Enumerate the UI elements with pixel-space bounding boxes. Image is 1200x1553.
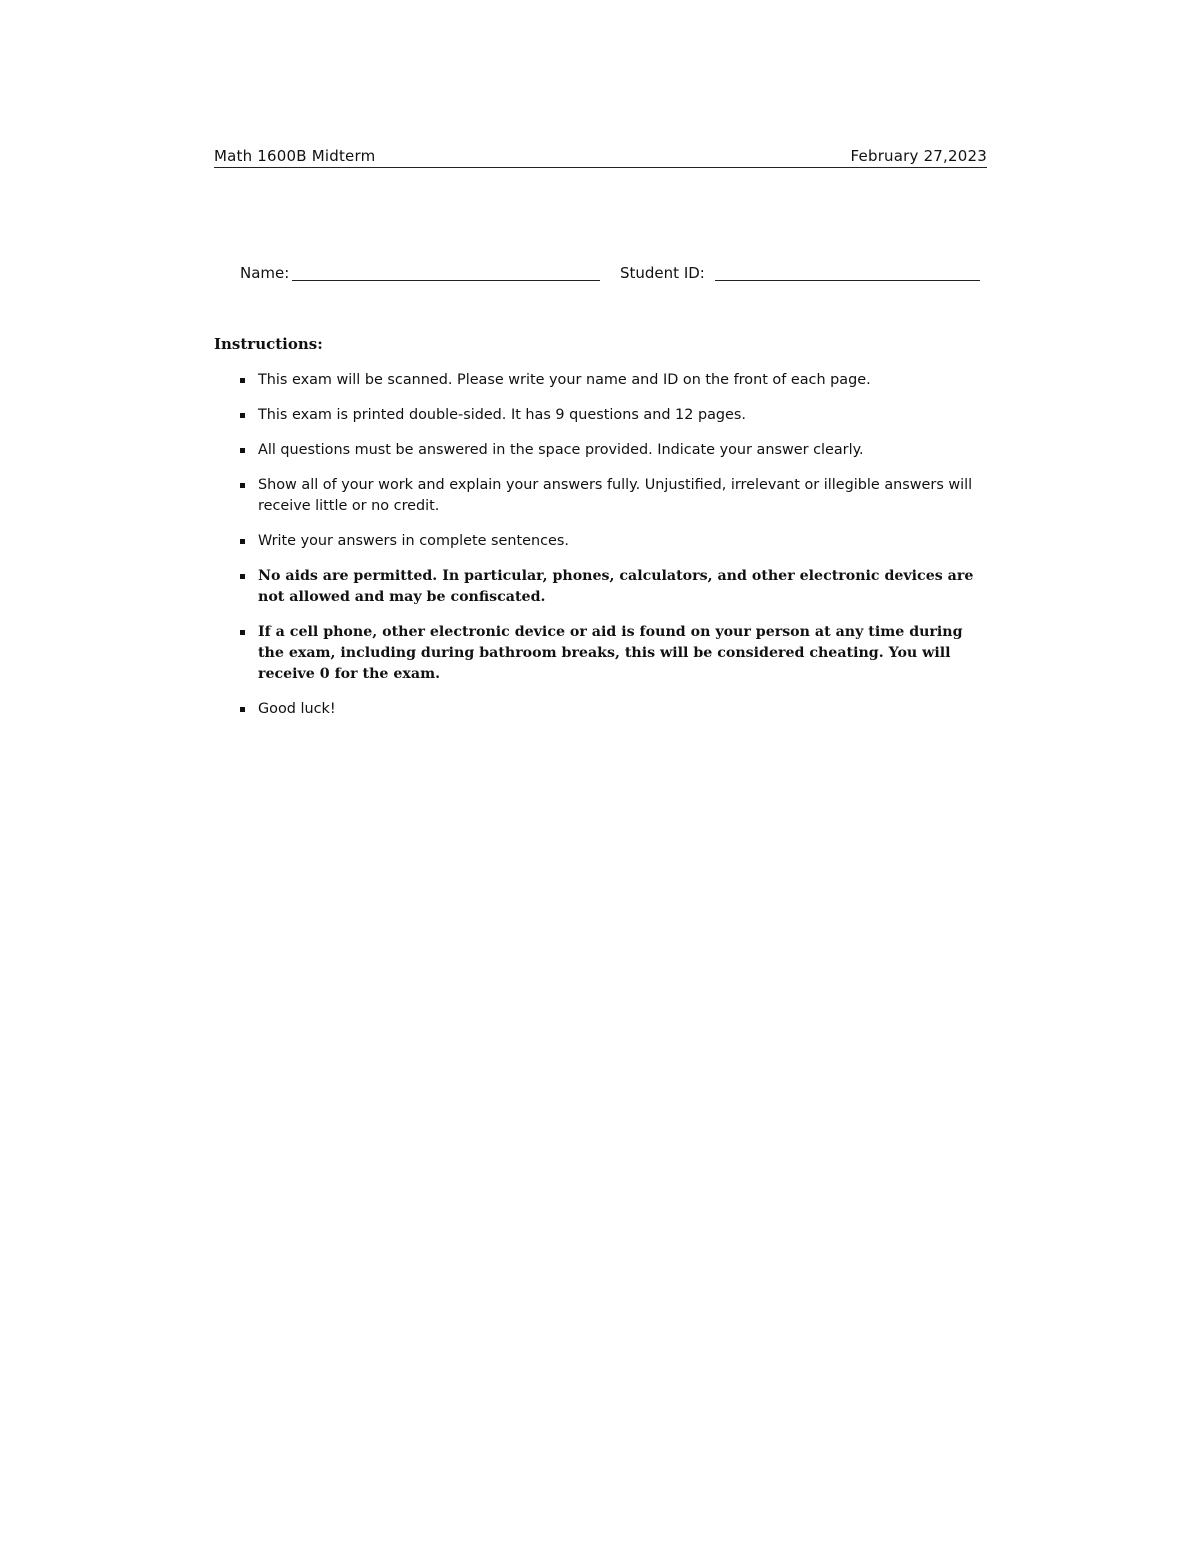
list-item [240, 475, 988, 517]
instruction-text: This exam is printed double-sided. It has 9 questions and 12 pages. [258, 407, 746, 423]
student-id-label: Student ID: [620, 264, 705, 282]
bullet-icon [240, 630, 245, 635]
instruction-text: Good luck! [258, 701, 336, 717]
student-id-field[interactable] [715, 280, 980, 281]
list-item [240, 566, 988, 608]
list-item [240, 405, 988, 426]
instructions-title: Instructions: [214, 335, 323, 353]
bullet-icon [240, 539, 245, 544]
instruction-text: This exam will be scanned. Please write your name and ID on the front of each page. [258, 372, 871, 388]
list-item [240, 699, 988, 720]
bullet-icon [240, 574, 245, 579]
name-field[interactable] [292, 280, 600, 281]
bullet-icon [240, 707, 245, 712]
bullet-icon [240, 378, 245, 383]
list-item [240, 370, 988, 391]
page-header [214, 145, 987, 168]
bullet-icon [240, 413, 245, 418]
bullet-icon [240, 448, 245, 453]
instructions-list [240, 370, 988, 734]
instruction-text: Show all of your work and explain your answers fully. Unjustified, irrelevant or illegible answers will receive little or no credit. [258, 477, 973, 514]
instruction-text: All questions must be answered in the space provided. Indicate your answer clearly. [258, 442, 864, 458]
exam-date: February 27,2023 [850, 147, 987, 165]
name-label: Name: [240, 264, 290, 282]
instruction-text: Write your answers in complete sentences. [258, 533, 569, 549]
bullet-icon [240, 483, 245, 488]
instruction-text: If a cell phone, other electronic device or aid is found on your person at any time during the exam, including during bathroom breaks, this will be considered cheating. You will receive 0 for the exam. [258, 624, 963, 682]
list-item [240, 622, 988, 685]
list-item [240, 440, 988, 461]
list-item [240, 531, 988, 552]
student-info-row [240, 262, 980, 284]
course-title: Math 1600B Midterm [214, 147, 376, 165]
instruction-text: No aids are permitted. In particular, phones, calculators, and other electronic devices are not allowed and may be confiscated. [258, 568, 974, 605]
